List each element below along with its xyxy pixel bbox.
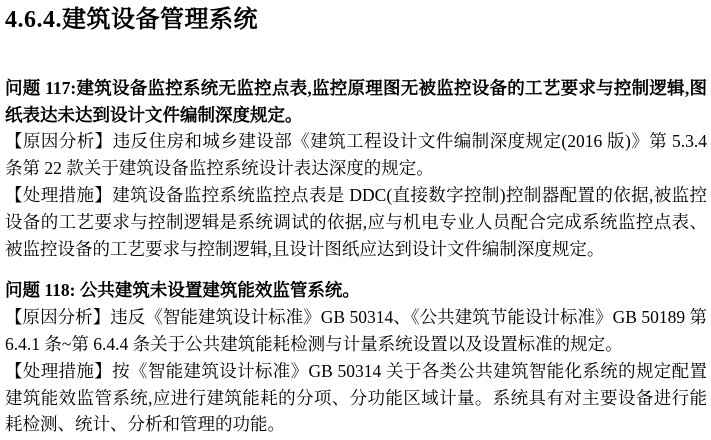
issue-117-cause-analysis: 【原因分析】违反住房和城乡建设部《建筑工程设计文件编制深度规定(2016 版)》第 5.3.4 条第 22 款关于建筑设备监控系统设计表达深度的规定。 [5,131,707,179]
section-title: 4.6.4.建筑设备管理系统 [5,7,258,33]
issue-117-problem-statement: 问题 117:建筑设备监控系统无监控点表,监控原理图无被监控设备的工艺要求与控制逻辑,图纸表达未达到设计文件编制深度规定。 [5,77,707,125]
issue-block-117 [5,75,707,263]
issue-118-problem-statement: 问题 118: 公共建筑未设置建筑能效监管系统。 [5,280,360,301]
issue-118-cause-analysis: 【原因分析】违反《智能建筑设计标准》GB 50314、《公共建筑节能设计标准》GB 50189 第 6.4.1 条~第 6.4.4 条关于公共建筑能耗检测与计量系统设置以及设置标准的规定。 [5,307,707,354]
issue-117-treatment-measures: 【处理措施】建筑设备监控系统监控点表是 DDC(直接数字控制)控制器配置的依据,被监控设备的工艺要求与控制逻辑是系统调试的依据,应与机电专业人员配合完成系统监控点表、被监控设备的工艺要求与控制逻辑,且设计图纸应达到设计文件编制深度规定。 [5,184,707,259]
issue-block-118 [5,277,707,438]
issue-118-treatment-measures: 【处理措施】按《智能建筑设计标准》GB 50314 关于各类公共建筑智能化系统的规定配置建筑能效监管系统,应进行建筑能耗的分项、分功能区域计量。系统具有对主要设备进行能耗检测、统计、分析和管理的功能。 [5,360,707,435]
